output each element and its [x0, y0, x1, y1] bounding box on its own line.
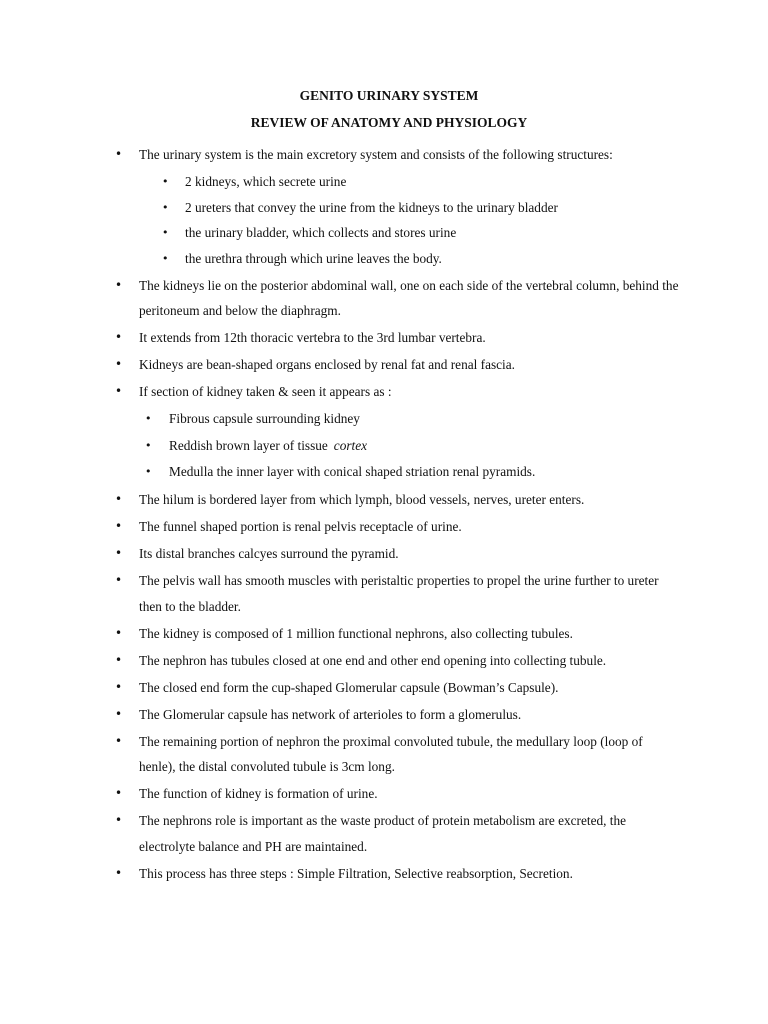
bullet-point: • The pelvis wall has smooth muscles with peristaltic properties to propel the urine further to ureter then to the bladder. [0, 568, 768, 619]
bullet-point: • The kidneys lie on the posterior abdominal wall, one on each side of the vertebral column, behind the peritoneum and below the diaphragm. [0, 273, 768, 324]
sub-bullet-point: • 2 kidneys, which secrete urine [0, 169, 768, 195]
bullet-point: • The Glomerular capsule has network of arterioles to form a glomerulus. [0, 702, 768, 728]
sub-bullet-point: • Fibrous capsule surrounding kidney [0, 406, 768, 433]
sub-bullet-point: • the urethra through which urine leaves the body. [0, 246, 768, 272]
bullet-point: • This process has three steps : Simple Filtration, Selective reabsorption, Secretion. [0, 861, 768, 887]
bullet-point: • The closed end form the cup-shaped Glomerular capsule (Bowman’s Capsule). [0, 675, 768, 701]
layer-text: Reddish brown layer of tissue [169, 437, 328, 453]
structures-sublist [0, 169, 768, 271]
bullet-point: • The nephron has tubules closed at one end and other end opening into collecting tubule. [0, 648, 768, 674]
section-layers-sublist [0, 406, 768, 486]
bullet-point: • Its distal branches calcyes surround the pyramid. [0, 541, 768, 567]
bullet-list [0, 142, 768, 888]
bullet-point: • The urinary system is the main excretory system and consists of the following structures: [0, 142, 768, 168]
sub-bullet-point [0, 433, 768, 460]
bullet-point: • It extends from 12th thoracic vertebra to the 3rd lumbar vertebra. [0, 325, 768, 351]
cortex-term: cortex [333, 437, 368, 453]
document-title: GENITO URINARY SYSTEM [299, 88, 479, 103]
bullet-point: • The funnel shaped portion is renal pelvis receptacle of urine. [0, 514, 768, 540]
bullet-point: • The kidney is composed of 1 million functional nephrons, also collecting tubules. [0, 621, 768, 647]
sub-bullet-point: • the urinary bladder, which collects and stores urine [0, 220, 768, 246]
bullet-point: • Kidneys are bean-shaped organs enclosed by renal fat and renal fascia. [0, 352, 768, 378]
bullet-point: • The hilum is bordered layer from which lymph, blood vessels, nerves, ureter enters. [0, 487, 768, 513]
bullet-point: • If section of kidney taken & seen it appears as : [0, 379, 768, 405]
sub-bullet-point: • 2 ureters that convey the urine from the kidneys to the urinary bladder [0, 195, 768, 221]
document-subtitle: REVIEW OF ANATOMY AND PHYSIOLOGY [250, 115, 528, 130]
bullet-point: • The remaining portion of nephron the proximal convoluted tubule, the medullary loop (loop of henle), the distal convoluted tubule is 3cm long. [0, 729, 768, 780]
bullet-point: • The nephrons role is important as the waste product of protein metabolism are excreted, the electrolyte balance and PH are maintained. [0, 808, 768, 859]
bullet-point: • The function of kidney is formation of urine. [0, 781, 768, 807]
sub-bullet-point: • Medulla the inner layer with conical shaped striation renal pyramids. [0, 459, 768, 486]
